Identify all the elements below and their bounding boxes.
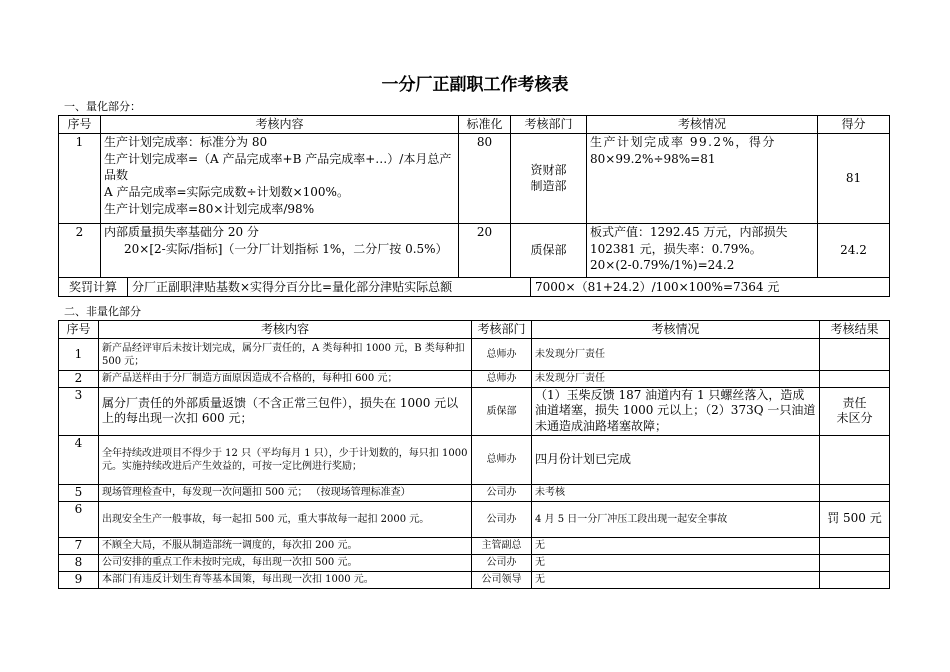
header-cell: 序号 (59, 321, 99, 339)
table-row (59, 339, 890, 371)
header-cell: 考核内容 (101, 116, 459, 134)
row-situation: 无 (532, 537, 820, 554)
table-row (59, 501, 890, 537)
row-number: 1 (59, 339, 99, 371)
header-cell: 标准化 (459, 116, 511, 134)
row-dept: 总师办 (472, 371, 532, 388)
row-situation: 无 (532, 571, 820, 588)
content-line: 内部质量损失率基础分 20 分 (104, 224, 259, 239)
row-content: 不顾全大局，不服从制造部统一调度的，每次扣 200 元。 (99, 537, 472, 554)
header-cell: 考核结果 (820, 321, 890, 339)
row-dept: 公司办 (472, 554, 532, 571)
row-result (820, 484, 890, 501)
row-situation (587, 223, 818, 277)
row-situation: 四月份计划已完成 (532, 435, 820, 484)
situation-line: 生产计划完成率 99.2%，得分 (590, 134, 776, 149)
row-content: 属分厂责任的外部质量返馈（不含正常三包件），损失在 1000 元以上的每出现一次扣 600 元； (99, 387, 472, 435)
row-content: 本部门有违反计划生育等基本国策，每出现一次扣 1000 元。 (99, 571, 472, 588)
header-cell: 考核部门 (511, 116, 587, 134)
row-content (101, 133, 459, 223)
table-row (59, 371, 890, 388)
row-content: 新产品经评审后未按计划完成，属分厂责任的，A 类每种扣 1000 元，B 类每种扣 500 元； (99, 339, 472, 371)
row-result: 罚 500 元 (820, 501, 890, 537)
table-row (59, 133, 890, 223)
row-situation: （1）玉柴反馈 187 油道内有 1 只螺丝落入，造成油道堵塞，损失 1000 元以上；（2）373Q 一只油道未通造成油路堵塞故障； (532, 387, 820, 435)
row-number: 1 (59, 133, 101, 223)
row-number: 9 (59, 571, 99, 588)
dept-line: 资财部 (530, 162, 567, 177)
row-dept: 公司办 (472, 501, 532, 537)
reward-cell (59, 277, 890, 296)
table-row (59, 571, 890, 588)
row-result (820, 371, 890, 388)
row-dept: 主管副总 (472, 537, 532, 554)
row-situation (587, 133, 818, 223)
reward-label: 奖罚计算 (59, 278, 128, 296)
row-content: 新产品送样由于分厂制造方面原因造成不合格的，每种扣 600 元； (99, 371, 472, 388)
row-score: 24.2 (818, 223, 890, 277)
row-result (820, 537, 890, 554)
content-line: 生产计划完成率=80×计划完成率/98% (104, 201, 315, 216)
row-result (820, 339, 890, 371)
row-situation: 未发现分厂责任 (532, 339, 820, 371)
row-number: 4 (59, 435, 99, 484)
reward-row (59, 277, 890, 296)
situation-line: 20×(2-0.79%/1%)=24.2 (590, 258, 735, 273)
row-content (101, 223, 459, 277)
content-line: 生产计划完成率：标准分为 80 (104, 134, 268, 149)
section2-label: 二、非量化部分 (64, 305, 141, 318)
page-title: 一分厂正副职工作考核表 (381, 75, 569, 95)
table-header-row (59, 116, 890, 134)
row-content: 出现安全生产一般事故，每一起扣 500 元，重大事故每一起扣 2000 元。 (99, 501, 472, 537)
row-number: 3 (59, 387, 99, 435)
row-dept: 总师办 (472, 435, 532, 484)
row-dept: 质保部 (472, 387, 532, 435)
row-number: 8 (59, 554, 99, 571)
row-standard: 20 (459, 223, 511, 277)
merged-result (820, 387, 890, 435)
row-result (820, 435, 890, 484)
table-row (59, 435, 890, 484)
row-number: 7 (59, 537, 99, 554)
row-situation: 未发现分厂责任 (532, 371, 820, 388)
header-cell: 考核部门 (472, 321, 532, 339)
row-situation: 未考核 (532, 484, 820, 501)
table-row (59, 223, 890, 277)
row-score: 81 (818, 133, 890, 223)
content-line: 20×[2-实际/指标]（一分厂计划指标 1%，二分厂按 0.5%） (124, 241, 448, 256)
header-cell: 得分 (818, 116, 890, 134)
row-number: 6 (59, 501, 99, 537)
row-content: 现场管理检查中，每发现一次问题扣 500 元； （按现场管理标准查） (99, 484, 472, 501)
table-row (59, 537, 890, 554)
content-line: 生产计划完成率=（A 产品完成率+B 产品完成率+…）/本月总产品数 (104, 151, 452, 183)
row-dept (511, 133, 587, 223)
row-dept: 公司领导 (472, 571, 532, 588)
non-quantified-table (58, 320, 890, 589)
row-number: 2 (59, 371, 99, 388)
situation-line: 板式产值：1292.45 万元，内部损失 102381 元，损失率：0.79%。 (590, 224, 788, 256)
row-dept: 总师办 (472, 339, 532, 371)
table-row (59, 554, 890, 571)
row-result (820, 554, 890, 571)
row-situation: 4 月 5 日一分厂冲压工段出现一起安全事故 (532, 501, 820, 537)
situation-line: 80×99.2%÷98%=81 (590, 151, 716, 166)
row-standard: 80 (459, 133, 511, 223)
table-header-row (59, 321, 890, 339)
reward-formula: 分厂正副职津贴基数×实得分百分比=量化部分津贴实际总额 (128, 278, 531, 296)
row-dept: 质保部 (511, 223, 587, 277)
row-content: 公司安排的重点工作未按时完成，每出现一次扣 500 元。 (99, 554, 472, 571)
result-line: 未区分 (836, 411, 873, 426)
table-row (59, 387, 890, 435)
row-dept: 公司办 (472, 484, 532, 501)
reward-result: 7000×（81+24.2）/100×100%=7364 元 (535, 279, 780, 294)
section1-label: 一、量化部分： (64, 100, 141, 113)
quantified-table (58, 115, 890, 297)
result-line: 责任 (842, 395, 867, 410)
header-cell: 考核情况 (587, 116, 818, 134)
row-content: 全年持续改进项目不得少于 12 只（平均每月 1 只），少于计划数的，每只扣 1000 元。实施持续改进后产生效益的，可按一定比例进行奖励； (99, 435, 472, 484)
header-cell: 序号 (59, 116, 101, 134)
table-row (59, 484, 890, 501)
row-result (820, 571, 890, 588)
row-number: 5 (59, 484, 99, 501)
row-number: 2 (59, 223, 101, 277)
row-situation: 无 (532, 554, 820, 571)
header-cell: 考核情况 (532, 321, 820, 339)
content-line: A 产品完成率=实际完成数÷计划数×100%。 (104, 185, 349, 200)
header-cell: 考核内容 (99, 321, 472, 339)
dept-line: 制造部 (530, 179, 567, 194)
